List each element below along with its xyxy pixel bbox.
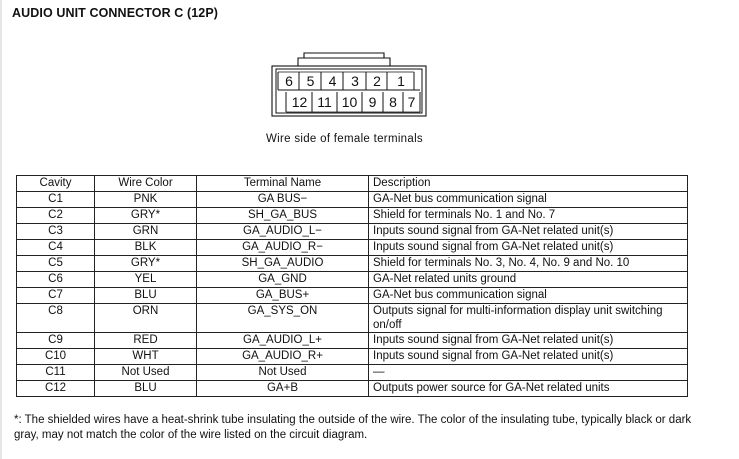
wire-color-cell: ORN (95, 304, 197, 333)
terminal-name-cell: GA_GND (197, 272, 369, 288)
cavity-cell: C1 (17, 192, 95, 208)
wire-color-cell: GRY* (95, 256, 197, 272)
description-cell: Shield for terminals No. 1 and No. 7 (369, 208, 688, 224)
cavity-cell: C12 (17, 381, 95, 397)
table-row (17, 208, 688, 224)
wire-color-cell: BLU (95, 288, 197, 304)
table-row (17, 272, 688, 288)
table-row (17, 333, 688, 349)
cavity-cell: C7 (17, 288, 95, 304)
pin-9-label: 9 (368, 94, 377, 110)
description-cell: Inputs sound signal from GA-Net related unit(s) (369, 333, 688, 349)
pin-8-label: 8 (389, 94, 397, 110)
wire-color-cell: GRN (95, 224, 197, 240)
header-cavity: Cavity (17, 176, 95, 192)
footnote: *: The shielded wires have a heat-shrink tube insulating the outside of the wire. The color of the insulating tube, typically black or dark gray, may not match the color of the wire listed on the circuit diagram. (14, 414, 692, 441)
table-header-row (17, 176, 688, 192)
cavity-cell: C2 (17, 208, 95, 224)
terminal-name-cell: GA_SYS_ON (197, 304, 369, 333)
terminal-name-cell: SH_GA_BUS (197, 208, 369, 224)
pin-2-label: 2 (373, 73, 381, 89)
header-terminal-name: Terminal Name (197, 176, 369, 192)
description-cell: Outputs power source for GA-Net related units (369, 381, 688, 397)
terminal-name-cell: GA_AUDIO_L+ (197, 333, 369, 349)
table-row (17, 288, 688, 304)
table-row (17, 256, 688, 272)
description-cell: Shield for terminals No. 3, No. 4, No. 9 and No. 10 (369, 256, 688, 272)
pin-11-label: 11 (317, 94, 332, 110)
cavity-cell: C8 (17, 304, 95, 333)
left-edge-divider (0, 0, 2, 459)
description-cell: Inputs sound signal from GA-Net related unit(s) (369, 349, 688, 365)
description-cell: GA-Net bus communication signal (369, 192, 688, 208)
pin-5-label: 5 (306, 73, 315, 89)
table-row (17, 349, 688, 365)
pin-10-label: 10 (341, 94, 358, 110)
terminal-name-cell: GA BUS− (197, 192, 369, 208)
wire-color-cell: PNK (95, 192, 197, 208)
description-cell: Inputs sound signal from GA-Net related unit(s) (369, 240, 688, 256)
wire-color-cell: BLU (95, 381, 197, 397)
wire-color-cell: YEL (95, 272, 197, 288)
pin-12-label: 12 (291, 94, 308, 110)
pin-6-label: 6 (285, 73, 293, 89)
wire-color-cell: WHT (95, 349, 197, 365)
terminal-name-cell: GA_AUDIO_R+ (197, 349, 369, 365)
cavity-cell: C11 (17, 365, 95, 381)
cavity-cell: C4 (17, 240, 95, 256)
cavity-cell: C10 (17, 349, 95, 365)
pinout-table (16, 175, 688, 397)
table-row (17, 240, 688, 256)
table-body (17, 192, 688, 397)
table-row (17, 192, 688, 208)
wire-color-cell: RED (95, 333, 197, 349)
header-wire-color: Wire Color (95, 176, 197, 192)
pin-7-label: 7 (407, 94, 416, 110)
table-row (17, 224, 688, 240)
pin-4-label: 4 (328, 73, 337, 89)
terminal-name-cell: GA+B (197, 381, 369, 397)
wire-color-cell: Not Used (95, 365, 197, 381)
description-cell: Outputs signal for multi-information display unit switching on/off (369, 304, 688, 333)
cavity-cell: C9 (17, 333, 95, 349)
wire-color-cell: GRY* (95, 208, 197, 224)
cavity-cell: C5 (17, 256, 95, 272)
cavity-cell: C3 (17, 224, 95, 240)
page-title: AUDIO UNIT CONNECTOR C (12P) (12, 6, 219, 20)
terminal-name-cell: SH_GA_AUDIO (197, 256, 369, 272)
connector-caption: Wire side of female terminals (266, 133, 423, 145)
connector-diagram (266, 50, 432, 120)
terminal-name-cell: GA_AUDIO_L− (197, 224, 369, 240)
description-cell: — (369, 365, 688, 381)
table-row (17, 304, 688, 333)
pin-1-label: 1 (397, 73, 405, 89)
terminal-name-cell: GA_AUDIO_R− (197, 240, 369, 256)
table-row (17, 381, 688, 397)
description-cell: GA-Net related units ground (369, 272, 688, 288)
table-row (17, 365, 688, 381)
description-cell: GA-Net bus communication signal (369, 288, 688, 304)
terminal-name-cell: Not Used (197, 365, 369, 381)
pin-3-label: 3 (351, 73, 359, 89)
terminal-name-cell: GA_BUS+ (197, 288, 369, 304)
description-cell: Inputs sound signal from GA-Net related unit(s) (369, 224, 688, 240)
cavity-cell: C6 (17, 272, 95, 288)
header-description: Description (369, 176, 688, 192)
wire-color-cell: BLK (95, 240, 197, 256)
